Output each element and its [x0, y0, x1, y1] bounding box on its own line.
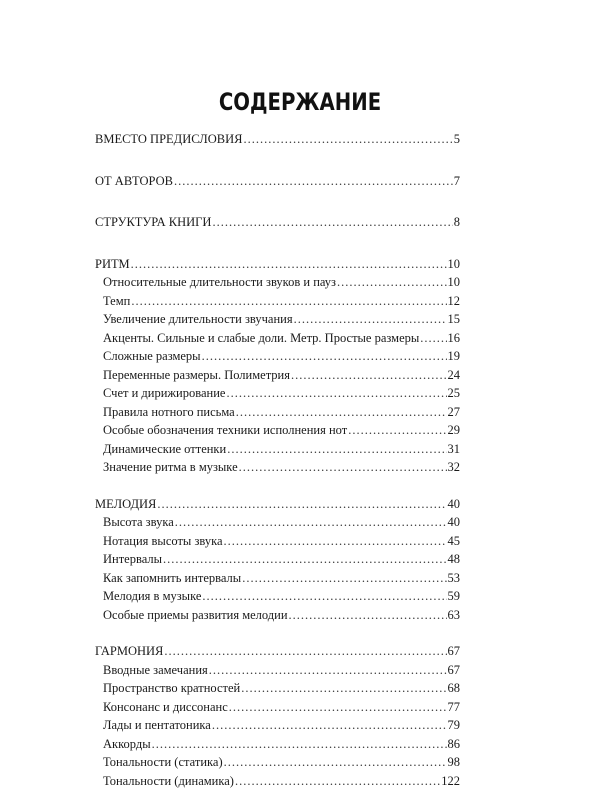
dot-leader	[131, 292, 446, 311]
toc-item[interactable]	[95, 550, 460, 569]
toc-item[interactable]	[95, 347, 460, 366]
toc-item-label: Интервалы	[103, 550, 162, 569]
dot-leader	[174, 172, 453, 191]
toc-item-page: 27	[448, 403, 461, 422]
toc-item-label: Счет и дирижирование	[103, 384, 225, 403]
dot-leader	[212, 716, 447, 735]
toc-item-label: Аккорды	[103, 735, 151, 754]
page-title: СОДЕРЖАНИЕ	[54, 88, 546, 116]
toc-item-page: 24	[448, 366, 461, 385]
dot-leader	[239, 458, 447, 477]
toc-item-label: Значение ритма в музыке	[103, 458, 238, 477]
toc-entry-from-authors[interactable]	[95, 172, 460, 191]
toc-item-page: 59	[448, 587, 461, 606]
toc-item[interactable]	[95, 403, 460, 422]
dot-leader	[157, 495, 446, 514]
toc-section-label: МЕЛОДИЯ	[95, 495, 156, 514]
toc-entry-page: 5	[454, 130, 460, 149]
toc-item-page: 19	[448, 347, 461, 366]
toc-item-page: 79	[448, 716, 461, 735]
toc-item[interactable]	[95, 458, 460, 477]
toc-item-page: 48	[448, 550, 461, 569]
toc-item-label: Переменные размеры. Полиметрия	[103, 366, 290, 385]
toc-item[interactable]	[95, 661, 460, 680]
toc-section-page: 40	[448, 495, 461, 514]
toc-item-page: 67	[448, 661, 461, 680]
dot-leader	[235, 772, 440, 790]
toc-item[interactable]	[95, 292, 460, 311]
toc-item-page: 53	[448, 569, 461, 588]
toc-item-page: 12	[448, 292, 461, 311]
toc-section-rhythm[interactable]	[95, 255, 460, 274]
toc-item[interactable]	[95, 606, 460, 625]
toc-entry-book-structure[interactable]	[95, 213, 460, 232]
dot-leader	[131, 255, 447, 274]
toc-item[interactable]	[95, 532, 460, 551]
dot-leader	[348, 421, 446, 440]
dot-leader	[420, 329, 446, 348]
toc-section-page: 10	[448, 255, 461, 274]
toc-item-page: 31	[448, 440, 461, 459]
toc-item-page: 40	[448, 513, 461, 532]
dot-leader	[164, 642, 446, 661]
toc-item[interactable]	[95, 513, 460, 532]
dot-leader	[152, 735, 447, 754]
table-of-contents	[95, 130, 460, 790]
toc-item-label: Лады и пентатоника	[103, 716, 211, 735]
toc-entry-preface[interactable]	[95, 130, 460, 149]
toc-item-page: 86	[448, 735, 461, 754]
toc-item[interactable]	[95, 384, 460, 403]
toc-item[interactable]	[95, 310, 460, 329]
toc-item[interactable]	[95, 366, 460, 385]
toc-item-label: Относительные длительности звуков и пауз	[103, 273, 336, 292]
toc-entry-page: 7	[454, 172, 460, 191]
dot-leader	[163, 550, 446, 569]
toc-item-label: Динамические оттенки	[103, 440, 226, 459]
dot-leader	[212, 213, 452, 232]
toc-entry-label: ОТ АВТОРОВ	[95, 172, 173, 191]
toc-item-page: 15	[448, 310, 461, 329]
toc-entry-label: СТРУКТУРА КНИГИ	[95, 213, 211, 232]
dot-leader	[243, 130, 452, 149]
toc-item-page: 68	[448, 679, 461, 698]
dot-leader	[209, 661, 447, 680]
toc-item[interactable]	[95, 273, 460, 292]
toc-item[interactable]	[95, 440, 460, 459]
toc-item-page: 25	[448, 384, 461, 403]
toc-item-page: 98	[448, 753, 461, 772]
toc-item-label: Правила нотного письма	[103, 403, 235, 422]
toc-item-label: Как запомнить интервалы	[103, 569, 241, 588]
toc-section-label: ГАРМОНИЯ	[95, 642, 163, 661]
toc-item-label: Тональности (динамика)	[103, 772, 234, 790]
toc-item-label: Нотация высоты звука	[103, 532, 223, 551]
toc-item-label: Вводные замечания	[103, 661, 208, 680]
toc-item[interactable]	[95, 716, 460, 735]
toc-item[interactable]	[95, 587, 460, 606]
toc-item-page: 45	[448, 532, 461, 551]
toc-item[interactable]	[95, 679, 460, 698]
toc-section-page: 67	[448, 642, 461, 661]
toc-item-label: Мелодия в музыке	[103, 587, 201, 606]
toc-entry-label: ВМЕСТО ПРЕДИСЛОВИЯ	[95, 130, 242, 149]
toc-item-label: Особые приемы развития мелодии	[103, 606, 288, 625]
toc-item-page: 16	[448, 329, 461, 348]
dot-leader	[242, 569, 446, 588]
toc-entry-page: 8	[454, 213, 460, 232]
dot-leader	[291, 366, 447, 385]
toc-item-label: Тональности (статика)	[103, 753, 223, 772]
dot-leader	[294, 310, 447, 329]
dot-leader	[289, 606, 447, 625]
toc-item[interactable]	[95, 698, 460, 717]
dot-leader	[226, 384, 446, 403]
toc-item[interactable]	[95, 329, 460, 348]
toc-item[interactable]	[95, 772, 460, 790]
toc-item[interactable]	[95, 735, 460, 754]
dot-leader	[202, 587, 446, 606]
toc-item-page: 10	[448, 273, 461, 292]
dot-leader	[227, 440, 446, 459]
toc-item-label: Сложные размеры	[103, 347, 201, 366]
toc-item[interactable]	[95, 569, 460, 588]
toc-item-label: Акценты. Сильные и слабые доли. Метр. Простые размеры	[103, 329, 419, 348]
toc-item[interactable]	[95, 421, 460, 440]
dot-leader	[224, 753, 447, 772]
toc-item-label: Темп	[103, 292, 130, 311]
dot-leader	[224, 532, 447, 551]
toc-item-page: 122	[441, 772, 460, 790]
toc-item-label: Особые обозначения техники исполнения нот	[103, 421, 347, 440]
dot-leader	[241, 679, 446, 698]
dot-leader	[175, 513, 447, 532]
dot-leader	[337, 273, 447, 292]
toc-item-label: Высота звука	[103, 513, 174, 532]
toc-section-melody[interactable]	[95, 495, 460, 514]
toc-item[interactable]	[95, 753, 460, 772]
dot-leader	[236, 403, 447, 422]
toc-item-page: 32	[448, 458, 461, 477]
dot-leader	[202, 347, 447, 366]
toc-section-harmony[interactable]	[95, 642, 460, 661]
toc-section-label: РИТМ	[95, 255, 130, 274]
toc-item-page: 77	[448, 698, 461, 717]
toc-item-label: Пространство кратностей	[103, 679, 240, 698]
toc-item-page: 29	[448, 421, 461, 440]
toc-item-label: Консонанс и диссонанс	[103, 698, 228, 717]
dot-leader	[229, 698, 447, 717]
toc-item-page: 63	[448, 606, 461, 625]
toc-item-label: Увеличение длительности звучания	[103, 310, 293, 329]
